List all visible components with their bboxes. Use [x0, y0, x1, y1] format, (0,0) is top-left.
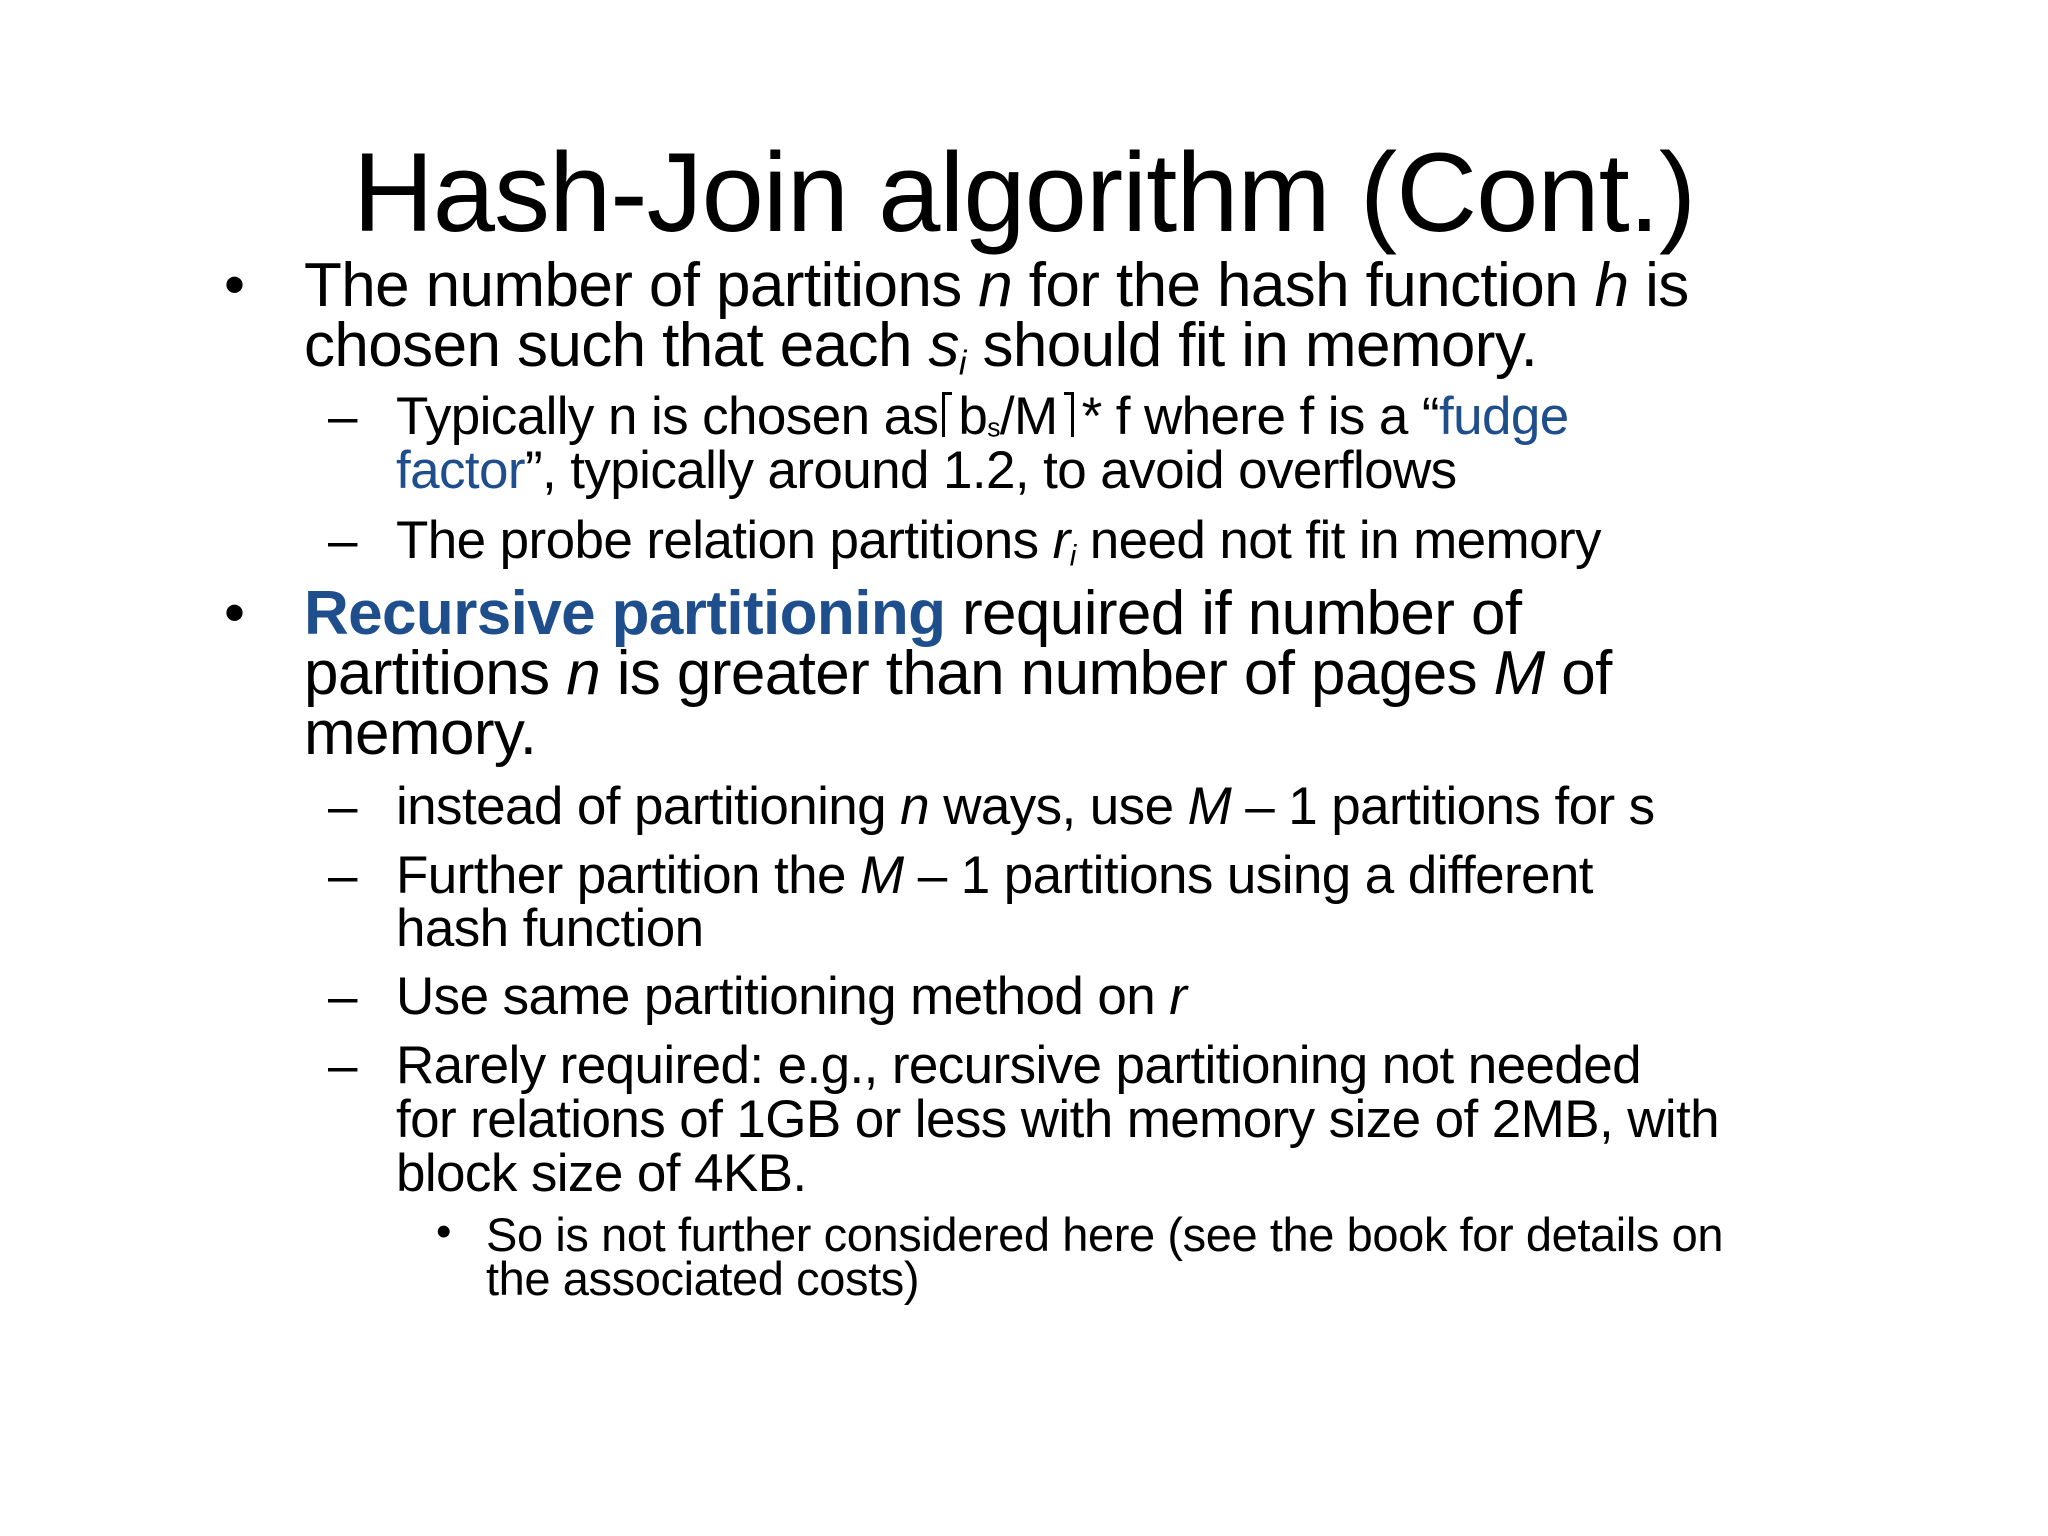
- ceiling-left-bracket: [942, 392, 952, 437]
- sub-bullet-2-2-line-2: hash function: [396, 899, 704, 958]
- bullet-marker: •: [436, 1207, 452, 1256]
- bullet-1-line-2: chosen such that each $s_i$ should fit in memory.: [304, 311, 1538, 383]
- bullet-1-line-1: The number of partitions n for the hash function h is: [304, 251, 1689, 320]
- sub-sub-bullet-2-4-1-line-1: So is not further considered here (see the book for details on: [486, 1208, 1724, 1261]
- sub-bullet-1-1-line-1: Typically n is chosen as bs/M * f where f is a “fudge: [396, 387, 1569, 446]
- sub-sub-bullet-2-4-1-line-2: the associated costs): [486, 1252, 920, 1305]
- dash-marker: –: [328, 1036, 358, 1095]
- sub-bullet-2-4-line-1: Rarely required: e.g., recursive partitioning not needed: [396, 1036, 1642, 1095]
- dash-marker: –: [328, 846, 358, 905]
- sub-bullet-1-1-line-2: factor”, typically around 1.2, to avoid overflows: [396, 441, 1457, 500]
- slide-title: Hash-Join algorithm (Cont.): [352, 130, 1696, 255]
- sub-bullet-2-2-line-1: Further partition the M – 1 partitions using a different: [396, 846, 1593, 905]
- bullet-marker: •: [224, 251, 246, 318]
- bullet-2-line-3: memory.: [304, 699, 537, 768]
- dash-marker: –: [328, 777, 358, 836]
- sub-bullet-2-3: Use same partitioning method on r: [396, 967, 1187, 1026]
- sub-bullet-2-1: instead of partitioning n ways, use M – 1 partitions for s: [396, 777, 1655, 836]
- bullet-2-line-1: Recursive partitioning required if number of: [304, 579, 1522, 648]
- bullet-2-line-2: partitions n is greater than number of pages M of: [304, 639, 1612, 708]
- dash-marker: –: [328, 967, 358, 1026]
- bullet-marker: •: [224, 579, 246, 646]
- ceiling-right-bracket: [1064, 392, 1074, 437]
- sub-bullet-2-4-line-2: for relations of 1GB or less with memory size of 2MB, with: [396, 1090, 1720, 1149]
- sub-bullet-2-4-line-3: block size of 4KB.: [396, 1144, 807, 1203]
- dash-marker: –: [328, 387, 358, 446]
- sub-bullet-1-2: The probe relation partitions $r_i$ need not fit in memory: [396, 511, 1601, 573]
- dash-marker: –: [328, 511, 358, 570]
